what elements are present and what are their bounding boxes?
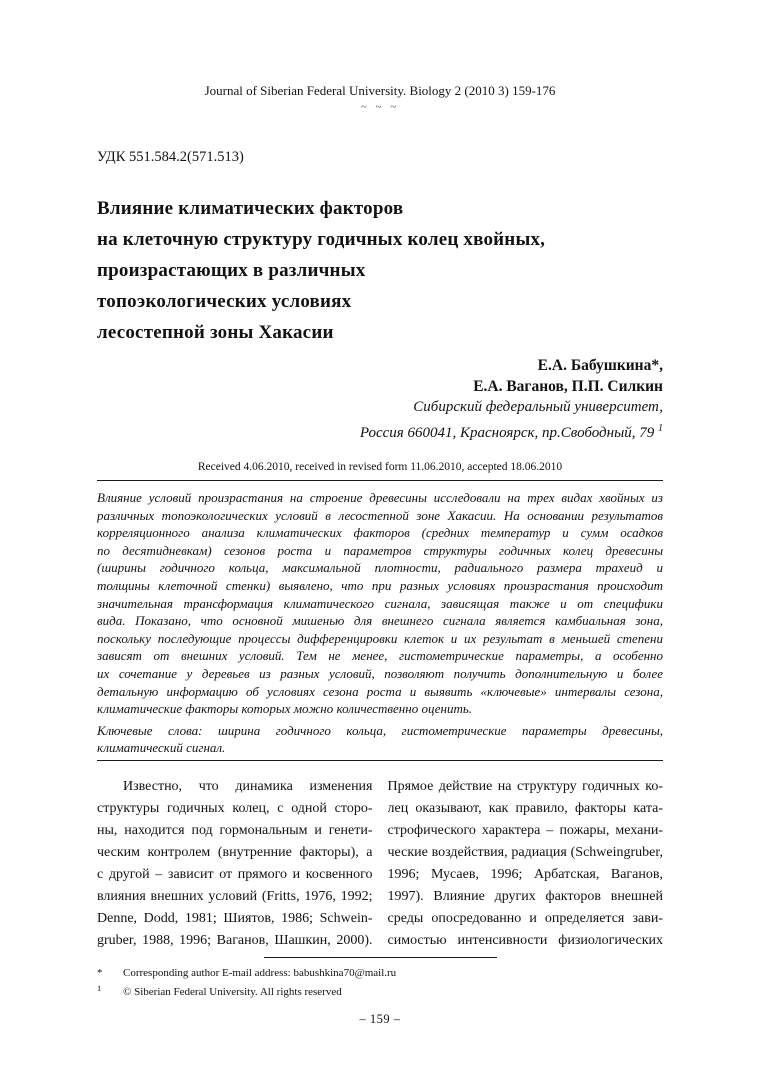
body-line: ческим контролем (внутренние факторы), а	[97, 844, 373, 860]
body-line: структуры годичных колец, с одной сторо-	[97, 800, 373, 816]
abstract-line: поскольку последующие процессы дифференцировки клеток и их результат в меньшей степени	[97, 630, 663, 646]
footnote-marker: 1	[97, 983, 102, 994]
body-line: строфического характера – пожары, механи-	[387, 822, 663, 838]
divider-rule	[97, 760, 663, 761]
title-line: произрастающих в различных	[97, 260, 366, 281]
affiliation-address-text: Россия 660041, Красноярск, пр.Свободный, 79	[359, 425, 658, 441]
title-line: топоэкологических условиях	[97, 291, 352, 312]
title-line: лесостепной зоны Хакасии	[97, 322, 334, 343]
tilde-separator: ~ ~ ~	[360, 101, 400, 113]
abstract-line: Влияние условий произрастания на строение древесины исследовали на трех видах хвойных из	[97, 490, 663, 505]
abstract-line: значительная трансформация климатического сигнала, зависящая также и от специфики	[97, 595, 663, 611]
abstract-line: по десятидневкам) сезонов роста и параметров структуры годичных колец древесины	[97, 542, 663, 558]
abstract-line: их сочетание у деревьев из разных условий, позволяют получить дополнительную и более	[97, 665, 663, 681]
keywords-line: Ключевые слова: ширина годичного кольца, гистометрические параметры древесины,	[97, 722, 663, 738]
journal-header: Journal of Siberian Federal University. Biology 2 (2010 3) 159-176	[204, 83, 556, 98]
abstract-line: различных топоэкологических условий в лесостепной зоне Хакасии. На основании результатов	[97, 507, 663, 523]
abstract-line: климатические факторы которых можно количественно оценить.	[97, 701, 473, 717]
body-line: ны, находится под гормональным и генети-	[97, 822, 373, 838]
footnote-text: Corresponding author E-mail address: babushkina70@mail.ru	[123, 966, 397, 979]
body-line: gruber, 1988, 1996; Ваганов, Шашкин, 2000).	[97, 932, 373, 948]
abstract-line: корреляционного анализа климатических факторов (средних температур и сумм осадков	[97, 525, 663, 541]
abstract-line: детальную информацию об условиях сезона роста и выявить «ключевые» интервалы сезона,	[97, 683, 663, 699]
body-line: лец оказывают, как правило, факторы ката-	[387, 800, 663, 816]
page-number: – 159 –	[359, 1011, 401, 1026]
abstract-line: зависят от внешних условий. Тем не менее, гистометрические параметры, а особенно	[97, 648, 663, 664]
footnote	[97, 966, 663, 982]
paper-title	[97, 193, 663, 348]
abstract-line: (ширины годичного кольца, максимальной плотности, радиального размера трахеид и	[97, 560, 663, 576]
body-line: 1997). Влияние других факторов внешней	[387, 888, 663, 904]
body-line: Denne, Dodd, 1981; Шиятов, 1986; Schwein-	[97, 910, 373, 926]
divider-rule	[97, 480, 663, 481]
body-line: Прямое действие на структуру годичных ко-	[387, 778, 663, 794]
keywords-line: климатический сигнал.	[97, 740, 226, 756]
body-line: среды опосредованно и определяется зави-	[387, 910, 663, 926]
abstract-line: толщины клеточной стенки) выявлено, что при разных условиях произрастания происходит	[97, 577, 663, 593]
abstract	[97, 489, 663, 718]
received-dates: Received 4.06.2010, received in revised form 11.06.2010, accepted 18.06.2010	[197, 461, 563, 473]
title-line: Влияние климатических факторов	[97, 198, 404, 219]
body-column-left	[97, 776, 373, 952]
footnotes	[97, 966, 663, 1001]
author-name: Е.А. Ваганов, П.П. Силкин	[473, 378, 663, 395]
body-line: симостью интенсивности физиологических	[387, 932, 663, 948]
body-line: Известно, что динамика изменения	[123, 778, 373, 794]
affiliation-address	[97, 418, 663, 444]
keywords	[97, 722, 663, 757]
body-line: ческие воздействия, радиация (Schweingruber,	[387, 844, 663, 860]
footnote	[97, 981, 663, 1001]
body-column-right	[388, 776, 664, 952]
affiliation-footnote-ref: 1	[658, 423, 663, 434]
affiliation: Сибирский федеральный университет,	[413, 399, 663, 415]
footnote-rule	[264, 957, 497, 958]
authors-block	[97, 355, 663, 444]
body-line: 1996; Мусаев, 1996; Арбатская, Ваганов,	[387, 866, 663, 882]
footnote-text: © Siberian Federal University. All rights reserved	[123, 986, 342, 999]
title-line: на клеточную структуру годичных колец хвойных,	[97, 229, 546, 250]
footnote-marker: *	[97, 966, 103, 979]
body-line: влияния внешних условий (Fritts, 1976, 1992;	[97, 888, 373, 904]
udc-code: УДК 551.584.2(571.513)	[97, 149, 244, 165]
body-line: с другой – зависит от прямого и косвенного	[97, 866, 373, 882]
body-text	[97, 776, 663, 952]
author-name: Е.А. Бабушкина*,	[537, 357, 663, 374]
abstract-line: вида. Показано, что основной мишенью для внешнего сигнала является камбиальная зона,	[97, 613, 663, 629]
